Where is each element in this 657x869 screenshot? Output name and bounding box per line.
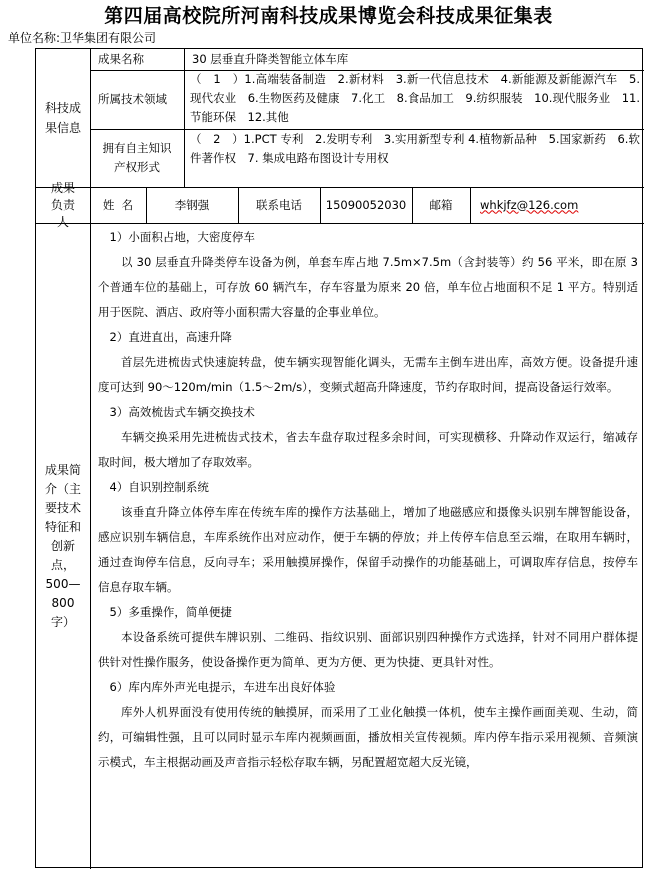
summary-paragraphs <box>98 225 638 775</box>
unit-name-label: 单位名称: <box>8 31 61 45</box>
form-table <box>35 48 643 868</box>
summary-paragraph: 本设备系统可提供车牌识别、二维码、指纹识别、面部识别四种操作方式选择，针对不同用户群体提供针对性操作服务，使设备操作更为简单、更为方便、更为快捷、更具针对性。 <box>98 630 638 669</box>
section-tech-label <box>36 49 90 187</box>
summary-section-label <box>36 223 90 869</box>
owner-name-value-text: 李钢强 <box>174 197 210 212</box>
summary-heading: 5）多重操作，简单便捷 <box>98 605 232 619</box>
tech-field-value <box>184 70 644 129</box>
section-tech-label-text: 科技成果信息 <box>44 101 81 135</box>
unit-name <box>8 31 156 45</box>
summary-heading: 4）自识别控制系统 <box>98 480 209 494</box>
summary-heading: 6）库内库外声光电提示，车进车出良好体验 <box>98 680 336 694</box>
summary-heading: 3）高效梳齿式车辆交换技术 <box>98 405 255 419</box>
owner-phone-value-text: 15090052030 <box>325 197 407 212</box>
owner-phone-label <box>238 187 320 223</box>
tech-field-label <box>90 70 184 129</box>
achievement-name-value-text: 30 层垂直升降类智能立体车库 <box>192 52 349 66</box>
summary-paragraph: 首层先进梳齿式快速旋转盘，使车辆实现智能化调头，无需车主倒车进出库，高效方便。设备提升速度可达到 90～120m/min（1.5～2m/s），变频式超高升降速度，节约存取时间，提高设备运行效率。 <box>98 355 638 394</box>
tech-field-value-text: （ 1 ）1.高端装备制造 2.新材料 3.新一代信息技术 4.新能源及新能源汽车 5.现代农业 6.生物医药及健康 7.化工 8.食品加工 9.纺织服装 10.现代服务业 11.节能环保 12.其他 <box>190 72 640 124</box>
summary-paragraph: 该垂直升降立体停车库在传统车库的操作方法基础上，增加了地磁感应和摄像头识别车牌智能设备，感应识别车辆信息，车库系统作出对应动作，便于车辆的停放；并上传停车信息至云端，在取用车辆时，通过查询停车信息，反向寻车；采用触摸屏操作，保留手动操作的功能基础上，可调取库存信息，按停车信息存取车辆。 <box>98 505 638 594</box>
owner-email-label-text: 邮箱 <box>429 197 453 212</box>
ip-form-value <box>184 129 644 187</box>
summary-section-label-text: 成果简介（主要技术特征和创新点，500—800字） <box>44 462 81 629</box>
form-title: 第四届高校院所河南科技成果博览会科技成果征集表 <box>104 5 553 27</box>
owner-section-label-text: 成果负责人 <box>50 180 75 229</box>
achievement-name-value <box>184 49 644 70</box>
summary-paragraph: 车辆交换采用先进梳齿式技术，省去车盘存取过程多余时间，可实现横移、升降动作双运行，缩减存取时间，极大增加了存取效率。 <box>98 430 638 469</box>
owner-email-label <box>412 187 470 223</box>
ip-form-label-text: 拥有自主知识产权形式 <box>102 141 172 174</box>
owner-phone-value <box>320 187 412 223</box>
owner-section-label <box>36 180 90 229</box>
summary-heading: 1）小面积占地，大密度停车 <box>98 230 255 244</box>
summary-body <box>90 223 644 869</box>
summary-paragraph: 库外人机界面没有使用传统的触摸屏，而采用了工业化触摸一体机，使车主操作画面美观、生动，简约，可编辑性强，且可以同时显示车库内视频画面，播放相关宣传视频。库内停车指示采用视频、音频演示模式，车主根据动画及声音指示轻松存取车辆，另配置超宽超大反光镜， <box>98 705 638 769</box>
achievement-name-label <box>90 49 184 70</box>
owner-name-label <box>90 187 146 223</box>
achievement-name-label-text: 成果名称 <box>98 52 144 66</box>
owner-name-label-text: 姓 名 <box>102 197 134 212</box>
ip-form-value-text: （ 2 ）1.PCT 专利 2.发明专利 3.实用新型专利 4.植物新品种 5.国家新药 6.软件著作权 7. 集成电路布图设计专用权 <box>190 132 640 165</box>
unit-name-value: 卫华集团有限公司 <box>60 31 157 45</box>
summary-heading: 2）直进直出，高速升降 <box>98 330 232 344</box>
ip-form-label <box>90 129 184 187</box>
owner-email-value-text: whkjfz@126.com <box>480 197 579 212</box>
owner-email-value <box>470 187 644 223</box>
owner-name-value <box>146 187 238 223</box>
owner-phone-label-text: 联系电话 <box>256 197 302 212</box>
summary-paragraph: 以 30 层垂直升降类停车设备为例，单套车库占地 7.5m×7.5m（含封装等）约 56 平米，即在原 3 个普通车位的基础上，可存放 60 辆汽车，存车容量为原来 20 倍，单车位占地面积不足 1 平方。特别适用于医院、酒店、政府等小面积需大容量的企事业单位。 <box>98 255 638 319</box>
tech-field-label-text: 所属技术领域 <box>98 92 167 106</box>
